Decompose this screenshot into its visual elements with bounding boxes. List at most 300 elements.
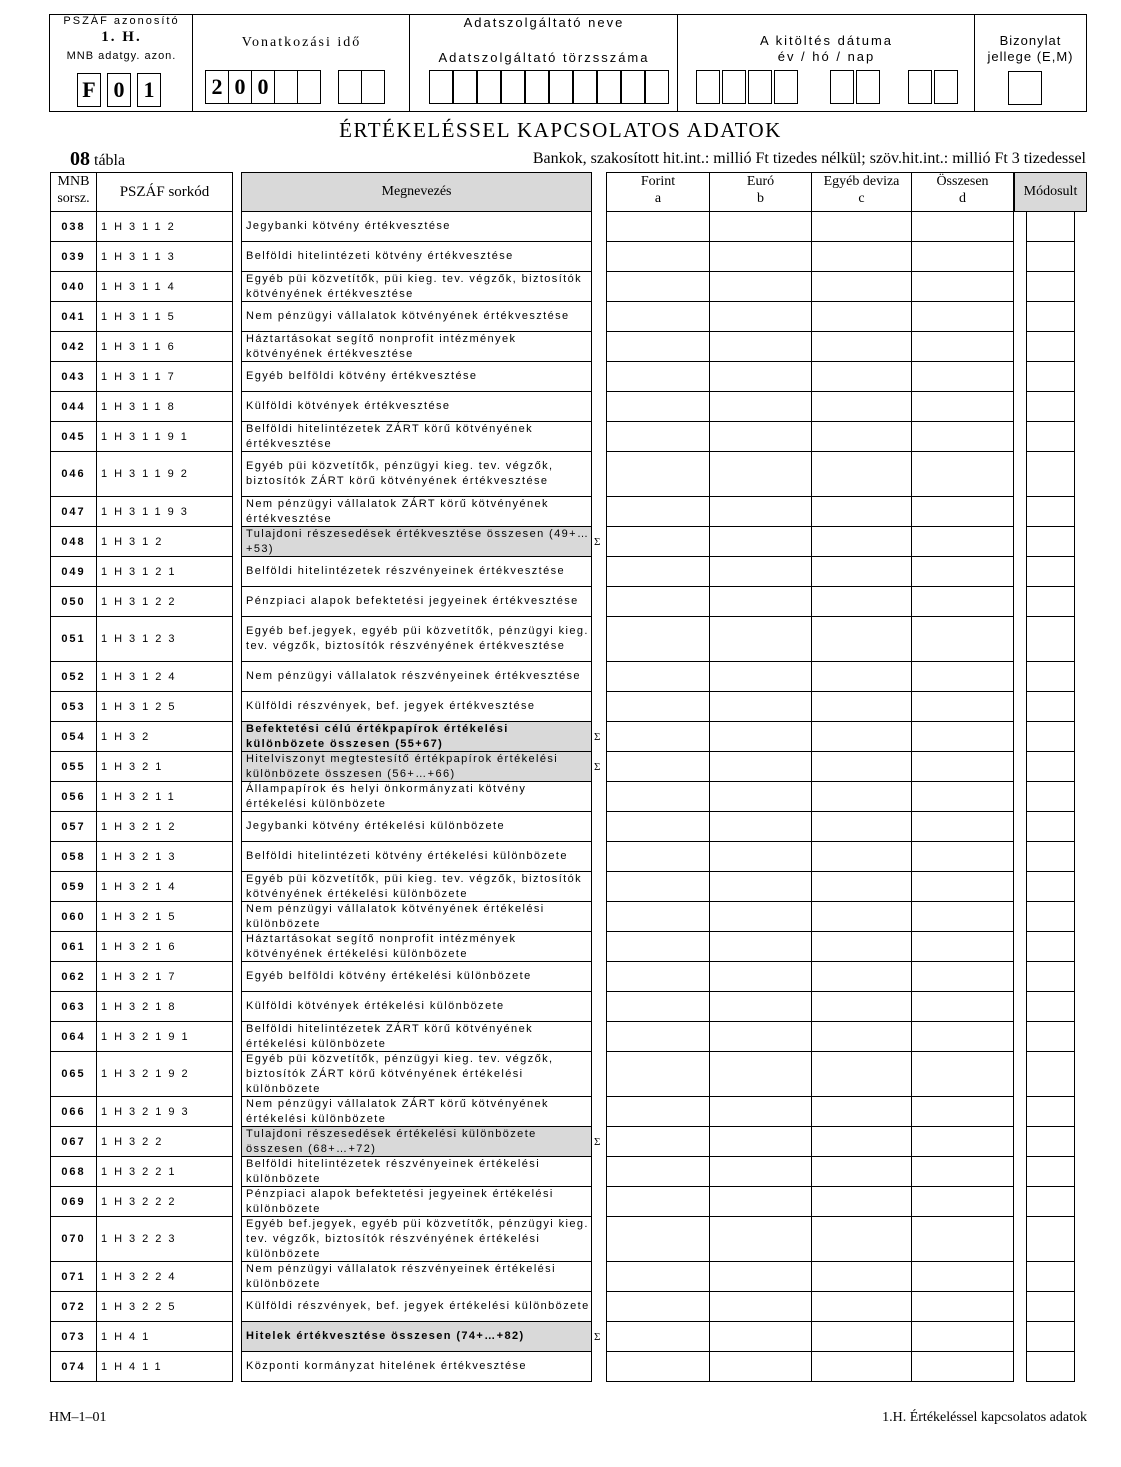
- value-total[interactable]: [912, 617, 1014, 662]
- row-label: Külföldi kötvények értékelési különbözete: [241, 992, 592, 1022]
- value-euro[interactable]: [710, 692, 812, 722]
- value-forint[interactable]: [606, 392, 710, 422]
- value-euro[interactable]: [710, 662, 812, 692]
- value-other-currency[interactable]: [812, 422, 912, 452]
- row-pszaf-code: 1H3216: [97, 932, 233, 962]
- row-pszaf-code: 1H32: [97, 722, 233, 752]
- value-total[interactable]: [912, 272, 1014, 302]
- row-mnb-number: 066: [50, 1097, 97, 1127]
- value-other-currency[interactable]: [812, 587, 912, 617]
- value-forint[interactable]: [606, 962, 710, 992]
- value-total[interactable]: [912, 1292, 1014, 1322]
- value-total[interactable]: [912, 422, 1014, 452]
- col-d-letter: d: [959, 191, 966, 206]
- col-mnb-header: [50, 172, 97, 212]
- date-box[interactable]: [908, 70, 932, 104]
- provider-cell: [410, 15, 678, 111]
- table-row: [0, 872, 1121, 902]
- row-pszaf-code: 1H3223: [97, 1217, 233, 1262]
- value-forint[interactable]: [606, 992, 710, 1022]
- row-pszaf-code: 1H3125: [97, 692, 233, 722]
- value-euro[interactable]: [710, 932, 812, 962]
- modified-flag[interactable]: [1026, 452, 1075, 497]
- value-other-currency[interactable]: [812, 1292, 912, 1322]
- value-forint[interactable]: [606, 1322, 710, 1352]
- value-total[interactable]: [912, 362, 1014, 392]
- doc-type-cell: [975, 15, 1086, 111]
- value-other-currency[interactable]: [812, 1352, 912, 1382]
- value-other-currency[interactable]: [812, 392, 912, 422]
- value-forint[interactable]: [606, 1217, 710, 1262]
- reg-box[interactable]: [597, 70, 621, 104]
- modified-flag[interactable]: [1026, 782, 1075, 812]
- period-box[interactable]: [274, 70, 298, 104]
- value-forint[interactable]: [606, 617, 710, 662]
- reg-box[interactable]: [525, 70, 549, 104]
- modified-flag[interactable]: [1026, 302, 1075, 332]
- modified-flag[interactable]: [1026, 992, 1075, 1022]
- value-total[interactable]: [912, 242, 1014, 272]
- table-row: [0, 392, 1121, 422]
- period-box[interactable]: [338, 70, 362, 104]
- period-box[interactable]: [297, 70, 321, 104]
- fill-date-cell: [678, 15, 975, 111]
- date-box[interactable]: [934, 70, 958, 104]
- value-total[interactable]: [912, 992, 1014, 1022]
- row-label: Egyéb bef.jegyek, egyéb püi közvetítők, pénzügyi kieg. tev. végzők, biztosítók részvényének értékelési különbözete: [241, 1217, 592, 1262]
- value-other-currency[interactable]: [812, 362, 912, 392]
- row-mnb-number: 044: [50, 392, 97, 422]
- table-row: [0, 362, 1121, 392]
- modified-flag[interactable]: [1026, 242, 1075, 272]
- value-total[interactable]: [912, 752, 1014, 782]
- value-other-currency[interactable]: [812, 242, 912, 272]
- value-total[interactable]: [912, 392, 1014, 422]
- value-other-currency[interactable]: [812, 872, 912, 902]
- row-mnb-number: 039: [50, 242, 97, 272]
- reg-box[interactable]: [453, 70, 477, 104]
- row-mnb-number: 056: [50, 782, 97, 812]
- reg-box[interactable]: [645, 70, 669, 104]
- value-forint[interactable]: [606, 212, 710, 242]
- value-total[interactable]: [912, 692, 1014, 722]
- value-euro[interactable]: [710, 812, 812, 842]
- row-label: Belföldi hitelintézetek ZÁRT körű kötvényének értékvesztése: [241, 422, 592, 452]
- value-other-currency[interactable]: [812, 1262, 912, 1292]
- value-total[interactable]: [912, 662, 1014, 692]
- value-euro[interactable]: [710, 1352, 812, 1382]
- value-other-currency[interactable]: [812, 932, 912, 962]
- value-euro[interactable]: [710, 992, 812, 1022]
- value-other-currency[interactable]: [812, 302, 912, 332]
- modified-flag[interactable]: [1026, 212, 1075, 242]
- form-header: [49, 14, 1087, 112]
- row-pszaf-code: 1H41: [97, 1322, 233, 1352]
- value-forint[interactable]: [606, 272, 710, 302]
- modified-flag[interactable]: [1026, 962, 1075, 992]
- row-mnb-number: 043: [50, 362, 97, 392]
- value-total[interactable]: [912, 332, 1014, 362]
- value-forint[interactable]: [606, 422, 710, 452]
- value-other-currency[interactable]: [812, 617, 912, 662]
- table-row: [0, 1217, 1121, 1262]
- table-row: [0, 1157, 1121, 1187]
- value-euro[interactable]: [710, 842, 812, 872]
- value-euro[interactable]: [710, 902, 812, 932]
- value-total[interactable]: [912, 1217, 1014, 1262]
- value-other-currency[interactable]: [812, 722, 912, 752]
- footer-code: HM–1–01: [49, 1410, 107, 1425]
- row-pszaf-code: 1H3221: [97, 1157, 233, 1187]
- value-other-currency[interactable]: [812, 212, 912, 242]
- value-forint[interactable]: [606, 1262, 710, 1292]
- reg-box[interactable]: [477, 70, 501, 104]
- modified-flag[interactable]: [1026, 1022, 1075, 1052]
- table-row: [0, 692, 1121, 722]
- row-pszaf-code: 1H3122: [97, 587, 233, 617]
- row-pszaf-code: 1H3224: [97, 1262, 233, 1292]
- value-euro[interactable]: [710, 1127, 812, 1157]
- value-euro[interactable]: [710, 752, 812, 782]
- table-row: [0, 272, 1121, 302]
- value-forint[interactable]: [606, 812, 710, 842]
- row-pszaf-code: 1H32193: [97, 1097, 233, 1127]
- row-pszaf-code: 1H3117: [97, 362, 233, 392]
- modified-flag[interactable]: [1026, 1187, 1075, 1217]
- value-forint[interactable]: [606, 692, 710, 722]
- value-euro[interactable]: [710, 332, 812, 362]
- date-format-label: év / hó / nap: [777, 49, 876, 64]
- value-euro[interactable]: [710, 302, 812, 332]
- row-pszaf-code: 1H31193: [97, 497, 233, 527]
- value-other-currency[interactable]: [812, 812, 912, 842]
- modified-flag[interactable]: [1026, 1292, 1075, 1322]
- row-mnb-number: 041: [50, 302, 97, 332]
- value-forint[interactable]: [606, 662, 710, 692]
- row-label: Pénzpiaci alapok befektetési jegyeinek értékelési különbözete: [241, 1187, 592, 1217]
- value-euro[interactable]: [710, 392, 812, 422]
- modified-flag[interactable]: [1026, 1217, 1075, 1262]
- value-forint[interactable]: [606, 557, 710, 587]
- date-box[interactable]: [748, 70, 772, 104]
- value-forint[interactable]: [606, 842, 710, 872]
- modified-flag[interactable]: [1026, 497, 1075, 527]
- row-mnb-number: 057: [50, 812, 97, 842]
- row-label: Egyéb belföldi kötvény értékelési különbözete: [241, 962, 592, 992]
- value-total[interactable]: [912, 497, 1014, 527]
- modified-flag[interactable]: [1026, 842, 1075, 872]
- reg-box[interactable]: [501, 70, 525, 104]
- value-other-currency[interactable]: [812, 782, 912, 812]
- value-forint[interactable]: [606, 302, 710, 332]
- row-pszaf-code: 1H3222: [97, 1187, 233, 1217]
- value-other-currency[interactable]: [812, 1097, 912, 1127]
- table-row: [0, 842, 1121, 872]
- row-label: Tulajdoni részesedések értékvesztése összesen (49+…+53): [241, 527, 592, 557]
- value-other-currency[interactable]: [812, 272, 912, 302]
- col-name-header: Megnevezés: [241, 172, 592, 212]
- modified-flag[interactable]: [1026, 587, 1075, 617]
- row-label: Belföldi hitelintézetek részvényeinek értékvesztése: [241, 557, 592, 587]
- row-label: Nem pénzügyi vállalatok kötvényének értékelési különbözete: [241, 902, 592, 932]
- col-mod-header: Módosult: [1014, 172, 1087, 212]
- value-other-currency[interactable]: [812, 962, 912, 992]
- value-forint[interactable]: [606, 1127, 710, 1157]
- value-total[interactable]: [912, 1097, 1014, 1127]
- modified-flag[interactable]: [1026, 902, 1075, 932]
- modified-flag[interactable]: [1026, 422, 1075, 452]
- modified-flag[interactable]: [1026, 1157, 1075, 1187]
- period-char: 0: [228, 70, 252, 104]
- value-other-currency[interactable]: [812, 332, 912, 362]
- value-forint[interactable]: [606, 1052, 710, 1097]
- value-euro[interactable]: [710, 962, 812, 992]
- value-euro[interactable]: [710, 617, 812, 662]
- value-total[interactable]: [912, 782, 1014, 812]
- value-total[interactable]: [912, 1187, 1014, 1217]
- modified-flag[interactable]: [1026, 332, 1075, 362]
- modified-flag[interactable]: [1026, 1352, 1075, 1382]
- value-total[interactable]: [912, 1127, 1014, 1157]
- value-other-currency[interactable]: [812, 1127, 912, 1157]
- value-euro[interactable]: [710, 362, 812, 392]
- value-total[interactable]: [912, 1022, 1014, 1052]
- row-mnb-number: 048: [50, 527, 97, 557]
- value-other-currency[interactable]: [812, 902, 912, 932]
- modified-flag[interactable]: [1026, 692, 1075, 722]
- modified-flag[interactable]: [1026, 932, 1075, 962]
- modified-flag[interactable]: [1026, 722, 1075, 752]
- value-other-currency[interactable]: [812, 1187, 912, 1217]
- date-box[interactable]: [774, 70, 798, 104]
- value-total[interactable]: [912, 1052, 1014, 1097]
- value-other-currency[interactable]: [812, 527, 912, 557]
- value-total[interactable]: [912, 812, 1014, 842]
- value-forint[interactable]: [606, 752, 710, 782]
- reg-box[interactable]: [573, 70, 597, 104]
- reg-box[interactable]: [621, 70, 645, 104]
- value-other-currency[interactable]: [812, 497, 912, 527]
- row-mnb-number: 069: [50, 1187, 97, 1217]
- value-euro[interactable]: [710, 722, 812, 752]
- value-forint[interactable]: [606, 362, 710, 392]
- row-label: Belföldi hitelintézetek ZÁRT körű kötvényének értékelési különbözete: [241, 1022, 592, 1052]
- value-forint[interactable]: [606, 332, 710, 362]
- row-label: Háztartásokat segítő nonprofit intézmények kötvényének értékelési különbözete: [241, 932, 592, 962]
- value-total[interactable]: [912, 932, 1014, 962]
- value-euro[interactable]: [710, 587, 812, 617]
- row-pszaf-code: 1H3121: [97, 557, 233, 587]
- date-box[interactable]: [722, 70, 746, 104]
- modified-flag[interactable]: [1026, 812, 1075, 842]
- period-box[interactable]: [361, 70, 385, 104]
- value-total[interactable]: [912, 452, 1014, 497]
- row-pszaf-code: 1H31191: [97, 422, 233, 452]
- row-label: Belföldi hitelintézeti kötvény értékelési különbözete: [241, 842, 592, 872]
- value-total[interactable]: [912, 587, 1014, 617]
- modified-flag[interactable]: [1026, 557, 1075, 587]
- table-word: tábla: [94, 152, 126, 169]
- row-label: Állampapírok és helyi önkormányzati kötvény értékelési különbözete: [241, 782, 592, 812]
- value-euro[interactable]: [710, 1157, 812, 1187]
- value-euro[interactable]: [710, 1262, 812, 1292]
- value-euro[interactable]: [710, 242, 812, 272]
- value-forint[interactable]: [606, 932, 710, 962]
- row-label: Hitelviszonyt megtestesítő értékpapírok értékelési különbözete összesen (56+…+66): [241, 752, 592, 782]
- value-other-currency[interactable]: [812, 557, 912, 587]
- value-forint[interactable]: [606, 242, 710, 272]
- modified-flag[interactable]: [1026, 1097, 1075, 1127]
- row-mnb-number: 062: [50, 962, 97, 992]
- value-forint[interactable]: [606, 1292, 710, 1322]
- provider-reg-label: Adatszolgáltató törzsszáma: [438, 50, 650, 65]
- date-box[interactable]: [830, 70, 854, 104]
- pszaf-id-cell: [50, 15, 193, 111]
- row-pszaf-code: 1H32191: [97, 1022, 233, 1052]
- table-row: [0, 1127, 1121, 1157]
- modified-flag[interactable]: [1026, 1052, 1075, 1097]
- value-total[interactable]: [912, 902, 1014, 932]
- value-total[interactable]: [912, 557, 1014, 587]
- value-forint[interactable]: [606, 722, 710, 752]
- pszaf-label: PSZÁF azonosító: [63, 15, 180, 27]
- row-pszaf-code: 1H3214: [97, 872, 233, 902]
- row-mnb-number: 065: [50, 1052, 97, 1097]
- value-forint[interactable]: [606, 587, 710, 617]
- value-total[interactable]: [912, 527, 1014, 557]
- value-euro[interactable]: [710, 422, 812, 452]
- modified-flag[interactable]: [1026, 527, 1075, 557]
- value-forint[interactable]: [606, 497, 710, 527]
- value-euro[interactable]: [710, 527, 812, 557]
- value-forint[interactable]: [606, 1097, 710, 1127]
- value-total[interactable]: [912, 1352, 1014, 1382]
- value-forint[interactable]: [606, 527, 710, 557]
- value-euro[interactable]: [710, 1187, 812, 1217]
- row-label: Jegybanki kötvény értékelési különbözete: [241, 812, 592, 842]
- value-other-currency[interactable]: [812, 1217, 912, 1262]
- value-euro[interactable]: [710, 272, 812, 302]
- value-total[interactable]: [912, 842, 1014, 872]
- value-forint[interactable]: [606, 782, 710, 812]
- row-mnb-number: 071: [50, 1262, 97, 1292]
- table-row: [0, 242, 1121, 272]
- row-label: Egyéb püi közvetítők, püi kieg. tev. végzők, biztosítók kötvényének értékelési különbözete: [241, 872, 592, 902]
- value-euro[interactable]: [710, 1097, 812, 1127]
- value-total[interactable]: [912, 872, 1014, 902]
- form-code-char: 1: [137, 73, 161, 107]
- value-euro[interactable]: [710, 497, 812, 527]
- row-mnb-number: 059: [50, 872, 97, 902]
- date-box[interactable]: [696, 70, 720, 104]
- sum-icon: Σ: [594, 731, 601, 743]
- value-euro[interactable]: [710, 1322, 812, 1352]
- sum-icon: Σ: [594, 1136, 601, 1148]
- value-euro[interactable]: [710, 872, 812, 902]
- date-box[interactable]: [856, 70, 880, 104]
- row-mnb-number: 074: [50, 1352, 97, 1382]
- modified-flag[interactable]: [1026, 272, 1075, 302]
- value-total[interactable]: [912, 302, 1014, 332]
- reg-box[interactable]: [429, 70, 453, 104]
- modified-flag[interactable]: [1026, 1322, 1075, 1352]
- col-a-header: [606, 172, 710, 212]
- modified-flag[interactable]: [1026, 1127, 1075, 1157]
- col-a-letter: a: [654, 191, 662, 206]
- value-euro[interactable]: [710, 782, 812, 812]
- row-mnb-number: 070: [50, 1217, 97, 1262]
- value-euro[interactable]: [710, 1217, 812, 1262]
- value-other-currency[interactable]: [812, 1052, 912, 1097]
- value-forint[interactable]: [606, 1352, 710, 1382]
- value-other-currency[interactable]: [812, 992, 912, 1022]
- col-mnb-line1: MNB: [57, 174, 90, 189]
- table-row: [0, 722, 1121, 752]
- row-label: Egyéb püi közvetítők, pénzügyi kieg. tev. végzők, biztosítók ZÁRT körű kötvényének értékvesztése: [241, 452, 592, 497]
- row-mnb-number: 053: [50, 692, 97, 722]
- col-c-header: [812, 172, 912, 212]
- value-other-currency[interactable]: [812, 662, 912, 692]
- col-d-title: Összesen: [936, 174, 989, 189]
- value-other-currency[interactable]: [812, 752, 912, 782]
- value-total[interactable]: [912, 1262, 1014, 1292]
- value-forint[interactable]: [606, 452, 710, 497]
- value-euro[interactable]: [710, 212, 812, 242]
- value-euro[interactable]: [710, 1022, 812, 1052]
- value-euro[interactable]: [710, 1052, 812, 1097]
- doc-type-box[interactable]: [1008, 71, 1042, 105]
- modified-flag[interactable]: [1026, 1262, 1075, 1292]
- value-forint[interactable]: [606, 1157, 710, 1187]
- row-label: Külföldi részvények, bef. jegyek értékelési különbözete: [241, 1292, 592, 1322]
- value-forint[interactable]: [606, 902, 710, 932]
- value-forint[interactable]: [606, 1022, 710, 1052]
- table-row: [0, 1052, 1121, 1097]
- value-forint[interactable]: [606, 872, 710, 902]
- form-code-char: F: [77, 73, 101, 107]
- doc-type-label: Bizonylat: [999, 33, 1062, 48]
- value-other-currency[interactable]: [812, 1157, 912, 1187]
- value-other-currency[interactable]: [812, 842, 912, 872]
- value-total[interactable]: [912, 962, 1014, 992]
- row-label: Nem pénzügyi vállalatok részvényeinek értékvesztése: [241, 662, 592, 692]
- modified-flag[interactable]: [1026, 392, 1075, 422]
- table-row: [0, 1322, 1121, 1352]
- value-other-currency[interactable]: [812, 1322, 912, 1352]
- reg-box[interactable]: [549, 70, 573, 104]
- value-total[interactable]: [912, 722, 1014, 752]
- col-b-letter: b: [757, 191, 764, 206]
- modified-flag[interactable]: [1026, 362, 1075, 392]
- value-total[interactable]: [912, 1322, 1014, 1352]
- value-euro[interactable]: [710, 1292, 812, 1322]
- value-total[interactable]: [912, 212, 1014, 242]
- modified-flag[interactable]: [1026, 752, 1075, 782]
- modified-flag[interactable]: [1026, 617, 1075, 662]
- value-other-currency[interactable]: [812, 692, 912, 722]
- col-c-letter: c: [858, 191, 865, 206]
- value-other-currency[interactable]: [812, 452, 912, 497]
- row-label: Egyéb püi közvetítők, pénzügyi kieg. tev. végzők, biztosítók ZÁRT körű kötvényének értékelési különbözete: [241, 1052, 592, 1097]
- modified-flag[interactable]: [1026, 662, 1075, 692]
- row-label: Egyéb bef.jegyek, egyéb püi közvetítők, pénzügyi kieg. tev. végzők, biztosítók részvényének értékvesztése: [241, 617, 592, 662]
- value-forint[interactable]: [606, 1187, 710, 1217]
- modified-flag[interactable]: [1026, 872, 1075, 902]
- value-euro[interactable]: [710, 557, 812, 587]
- value-other-currency[interactable]: [812, 1022, 912, 1052]
- value-euro[interactable]: [710, 452, 812, 497]
- value-total[interactable]: [912, 1157, 1014, 1187]
